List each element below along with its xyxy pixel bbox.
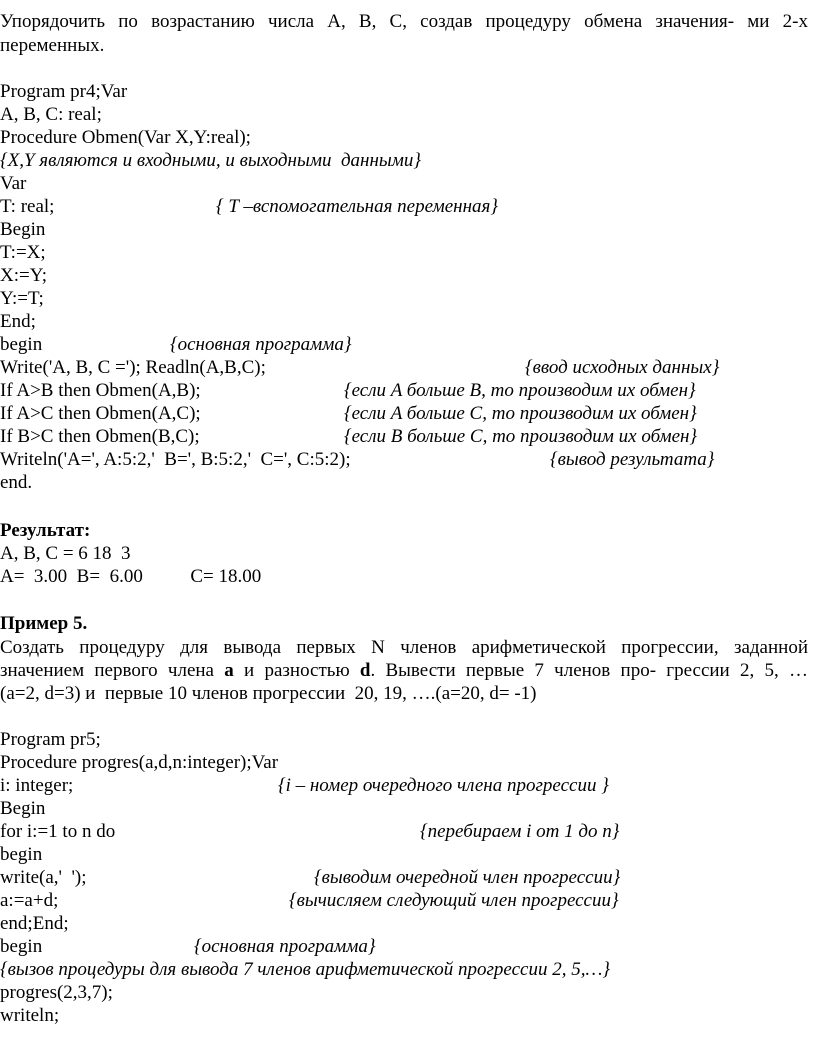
task-statement-line-2: переменных. bbox=[0, 35, 105, 56]
result-line: A, B, C = 6 18 3 bbox=[0, 543, 131, 564]
code-line: begin bbox=[0, 936, 43, 957]
code-comment: {i – номер очередного члена прогрессии } bbox=[278, 775, 609, 796]
paragraph-text: . Вывести первые 7 членов про- грессии 2, 5, … bbox=[370, 660, 809, 681]
variable-a: a bbox=[224, 660, 234, 681]
code-comment: {выводим очередной член прогрессии} bbox=[314, 867, 621, 888]
code-comment: {если A больше C, то производим их обмен} bbox=[344, 403, 697, 424]
paragraph-text: и разностью bbox=[233, 660, 360, 681]
code-comment: { T –вспомогательная переменная} bbox=[216, 196, 498, 217]
code-line: a:=a+d; bbox=[0, 890, 59, 911]
code-line: T:=X; bbox=[0, 242, 46, 263]
code-line: progres(2,3,7); bbox=[0, 982, 113, 1003]
code-line: T: real; bbox=[0, 196, 55, 217]
code-line: i: integer; bbox=[0, 775, 74, 796]
code-line: Begin bbox=[0, 798, 46, 819]
code-line: begin bbox=[0, 334, 43, 355]
code-comment: {вычисляем следующий член прогрессии} bbox=[289, 890, 619, 911]
code-comment: {перебираем i от 1 до n} bbox=[420, 821, 620, 842]
example-paragraph-line-2 bbox=[0, 659, 808, 682]
code-comment: {X,Y являются и входными, и выходными данными} bbox=[0, 150, 421, 171]
paragraph-text: значением первого члена bbox=[0, 660, 225, 681]
code-line: Y:=T; bbox=[0, 288, 44, 309]
code-line: write(a,' '); bbox=[0, 867, 87, 888]
code-line: If A>B then Obmen(A,B); bbox=[0, 380, 201, 401]
code-comment: {вызов процедуры для вывода 7 членов арифметической прогрессии 2, 5,…} bbox=[0, 959, 610, 980]
code-line: If A>C then Obmen(A,C); bbox=[0, 403, 201, 424]
code-line: Writeln('A=', A:5:2,' B=', B:5:2,' C=', C:5:2); bbox=[0, 449, 351, 470]
task-statement-line-1: Упорядочить по возрастанию числа A, B, C, создав процедуру обмена значения- ми 2-х bbox=[0, 11, 808, 32]
code-line: Procedure Obmen(Var X,Y:real); bbox=[0, 127, 251, 148]
variable-d: d bbox=[359, 660, 371, 681]
code-line: A, B, C: real; bbox=[0, 104, 102, 125]
code-comment: {ввод исходных данных} bbox=[525, 357, 720, 378]
example-paragraph-line-1: Создать процедуру для вывода первых N членов арифметической прогрессии, заданной bbox=[0, 637, 808, 658]
code-line: Write('A, B, C ='); Readln(A,B,C); bbox=[0, 357, 266, 378]
code-line: Begin bbox=[0, 219, 46, 240]
code-comment: {основная программа} bbox=[170, 334, 352, 355]
example-paragraph-line-3: (a=2, d=3) и первые 10 членов прогрессии 20, 19, ….(a=20, d= -1) bbox=[0, 683, 537, 704]
code-line: Program pr5; bbox=[0, 729, 101, 750]
code-comment: {вывод результата} bbox=[550, 449, 715, 470]
code-line: End; bbox=[0, 311, 36, 332]
code-comment: {если B больше C, то производим их обмен} bbox=[344, 426, 698, 447]
result-line: A= 3.00 B= 6.00 C= 18.00 bbox=[0, 566, 262, 587]
code-line: end. bbox=[0, 472, 33, 493]
code-line: writeln; bbox=[0, 1005, 60, 1026]
code-line: Program pr4;Var bbox=[0, 81, 128, 102]
code-comment: {если A больше B, то производим их обмен} bbox=[344, 380, 696, 401]
code-line: Var bbox=[0, 173, 27, 194]
code-line: If B>C then Obmen(B,C); bbox=[0, 426, 200, 447]
code-comment: {основная программа} bbox=[194, 936, 376, 957]
code-line: for i:=1 to n do bbox=[0, 821, 116, 842]
code-line: end;End; bbox=[0, 913, 69, 934]
result-heading: Результат: bbox=[0, 520, 91, 541]
example-heading: Пример 5. bbox=[0, 613, 88, 634]
code-line: Procedure progres(a,d,n:integer);Var bbox=[0, 752, 279, 773]
code-line: X:=Y; bbox=[0, 265, 47, 286]
code-line: begin bbox=[0, 844, 43, 865]
